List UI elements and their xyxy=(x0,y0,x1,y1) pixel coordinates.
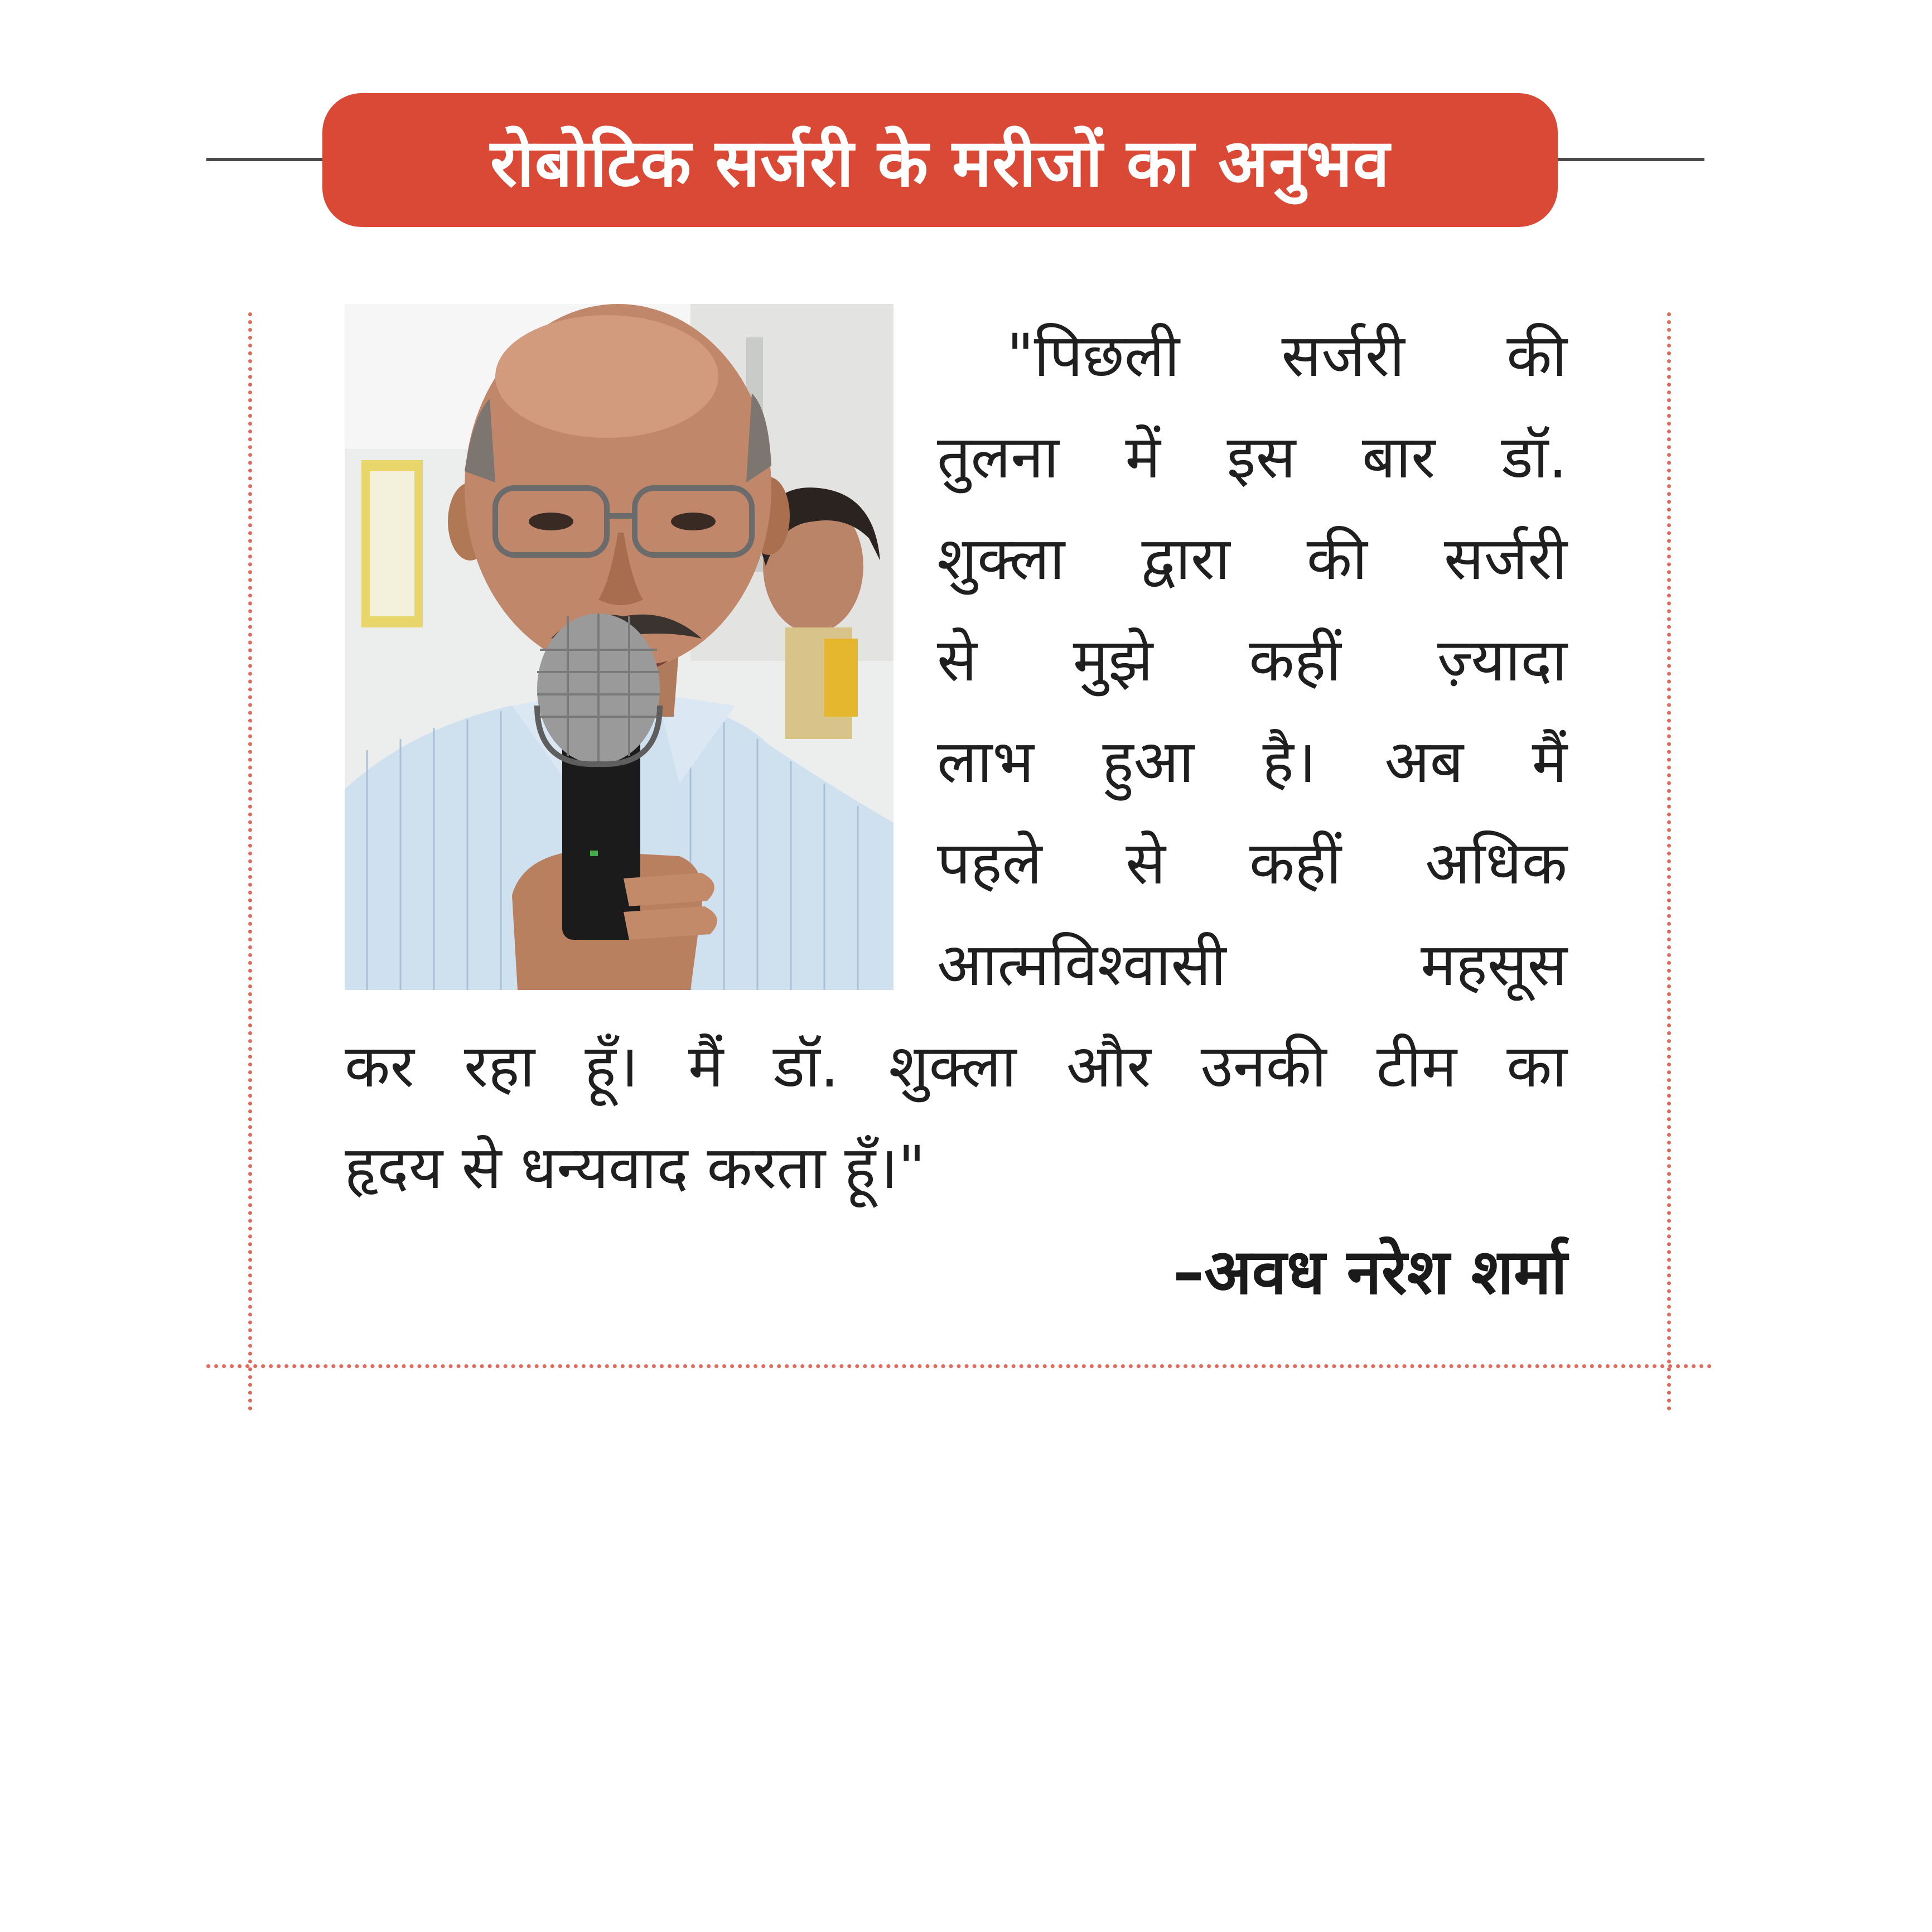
section-title-banner xyxy=(322,93,1558,227)
quote-line-6: पहले से कहीं अधिक xyxy=(937,829,1567,897)
speaker-photo xyxy=(345,304,893,990)
dotted-border-right xyxy=(1667,312,1671,1411)
quote-line-5: लाभ हुआ है। अब मैं xyxy=(937,727,1567,796)
section-title: रोबोटिक सर्जरी के मरीजों का अनुभव xyxy=(490,124,1390,201)
quote-line-8: कर रहा हूँ। मैं डॉ. शुक्ला और उनकी टीम का xyxy=(345,1032,1567,1100)
dotted-border-left xyxy=(248,312,252,1411)
quote-attribution: –अवध नरेश शर्मा xyxy=(1173,1236,1567,1308)
dotted-border-bottom xyxy=(206,1364,1712,1368)
quote-line-4: से मुझे कहीं ज़्यादा xyxy=(937,626,1567,694)
quote-line-9: हृदय से धन्यवाद करता हूँ।" xyxy=(345,1133,925,1202)
title-rule-left xyxy=(206,158,326,161)
quote-line-3: शुक्ला द्वारा की सर्जरी xyxy=(937,524,1567,593)
quote-line-7: आत्मविश्वासी महसूस xyxy=(937,930,1567,999)
title-rule-right xyxy=(1556,158,1704,161)
quote-line-2: तुलना में इस बार डॉ. xyxy=(937,423,1567,491)
quote-line-1: "पिछली सर्जरी की xyxy=(1007,321,1567,390)
